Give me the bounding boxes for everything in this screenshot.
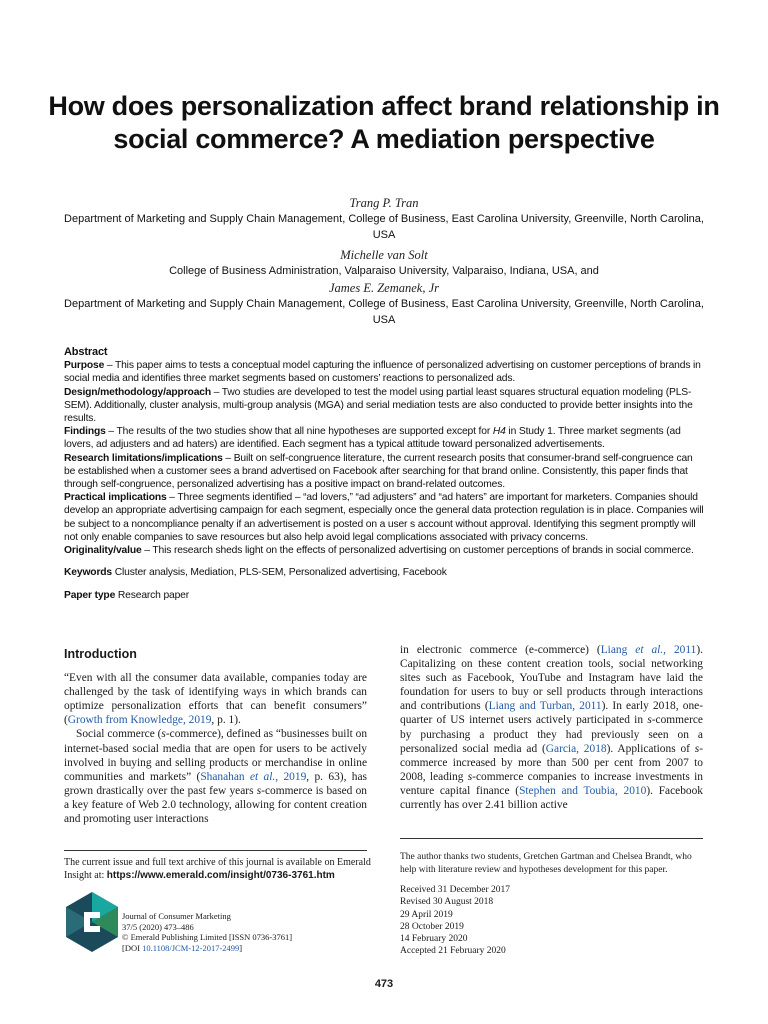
section-heading-introduction: Introduction xyxy=(64,647,137,661)
paragraph: Social commerce (s-commerce), defined as “businesses built on internet-based social media that are open for users to be actively involved in buying and selling products or merchandise in online communities and markets” (Shanahan et al., 2019, p. 63), has grown drastically over the past few years s-commerce is based on a key feature of Web 2.0 technology, allowing for content creation and promoting user interactions xyxy=(64,728,368,826)
footnote-divider xyxy=(400,838,703,839)
citation-link[interactable]: Growth from Knowledge, 2019 xyxy=(67,714,212,727)
author-name: Trang P. Tran xyxy=(349,196,419,210)
footnote-divider xyxy=(64,850,367,851)
abstract-limitations: Research limitations/implications – Built on self-congruence literature, the current research posits that consumer-brand self-congruence can be established when a customer sees a brand advertised on Facebook after searching for that brand online. Consistently, this paper finds that through self-congruence, personalized advertising has a positive impact on brand-related outcomes. xyxy=(64,452,693,491)
doi-link[interactable]: 10.1108/JCM-12-2017-2499 xyxy=(142,942,240,953)
abstract xyxy=(64,346,704,603)
author-affiliation: Department of Marketing and Supply Chain Management, College of Business, East Carolina University, Greenville, North Carolina, USA xyxy=(64,298,704,326)
abstract-findings: Findings – The results of the two studies show that all nine hypotheses are supported except for H4 in Study 1. Three market segments (ad lovers, ad adjusters and ad haters) are identified. Each segment has a typical attitude toward personalized advertisements. xyxy=(64,426,681,451)
abstract-design: Design/methodology/approach – Two studies are developed to test the model using partial least squares structural equation modeling (PLS-SEM). Additionally, cluster analysis, multi-group analysis (MGA) and serial mediation tests are also conducted to provide better insights into the results. xyxy=(64,386,693,425)
abstract-heading: Abstract xyxy=(64,346,108,358)
paper-type: Paper type Research paper xyxy=(64,590,190,602)
date-line: Revised 30 August 2018 xyxy=(400,897,494,908)
journal-doi: [DOI 10.1108/JCM-12-2017-2499] xyxy=(122,942,243,953)
date-line: 28 October 2019 xyxy=(400,921,464,932)
acknowledgement: The author thanks two students, Gretchen Gartman and Chelsea Brandt, who help with literature review and hypotheses development for this paper. xyxy=(400,852,692,875)
date-line: 29 April 2019 xyxy=(400,909,453,920)
page-number: 473 xyxy=(374,978,394,990)
citation-link[interactable]: Liang et al., 2011 xyxy=(600,644,697,656)
archive-note: The current issue and full text archive of this journal is available on Emerald Insight at: https://www.emerald.com/insight/0736-3761.htm xyxy=(64,857,371,881)
abstract-practical: Practical implications – Three segments identified – “ad lovers,” “ad adjusters” and “ad haters” are important for marketers. Companies should develop an appropriate advertising campaign for each segment, especially once the general data protection regulation is in place. Companies will be subject to a noncompliance penalty if an advertisement is posted on a user s account without approval. Identifying this segment promptly will not only enable companies to save resources but also help avoid legal complications associated with privacy concerns. xyxy=(64,492,704,543)
journal-name: Journal of Consumer Marketing xyxy=(122,911,231,921)
paragraph: “Even with all the consumer data available, companies today are challenged by the task of identifying ways in which brands can optimize personalization efforts that can benefit consumers” (Growth from Knowledge, 2019, p. 1). xyxy=(64,672,367,727)
journal-publisher: © Emerald Publishing Limited [ISSN 0736-3761] xyxy=(122,932,293,942)
journal-volume: 37/5 (2020) 473–486 xyxy=(122,921,194,932)
author-name: Michelle van Solt xyxy=(340,248,428,262)
date-line: Accepted 21 February 2020 xyxy=(400,946,506,957)
archive-url-link[interactable]: https://www.emerald.com/insight/0736-3761.htm xyxy=(106,870,335,881)
author-affiliation: Department of Marketing and Supply Chain Management, College of Business, East Carolina University, Greenville, North Carolina, USA xyxy=(64,213,704,241)
author-block xyxy=(60,195,708,328)
keywords: Keywords Cluster analysis, Mediation, PLS-SEM, Personalized advertising, Facebook xyxy=(64,567,447,579)
author-affiliation: College of Business Administration, Valparaiso University, Valparaiso, Indiana, USA, and xyxy=(169,265,599,277)
date-line: Received 31 December 2017 xyxy=(400,885,510,895)
citation-link[interactable]: Liang and Turban, 2011 xyxy=(488,700,602,713)
right-column xyxy=(400,643,703,812)
submission-dates xyxy=(400,884,600,958)
journal-info xyxy=(122,911,322,953)
emerald-logo-icon xyxy=(64,890,120,954)
abstract-originality: Originality/value – This research sheds light on the effects of personalized advertising on customer perceptions of brands in social commerce. xyxy=(64,545,694,557)
date-line: 14 February 2020 xyxy=(400,934,468,945)
paper-title: How does personalization affect brand relationship in social commerce? A mediation perspective xyxy=(48,91,720,154)
paragraph: in electronic commerce (e-commerce) (Liang et al., 2011). Capitalizing on these content creation tools, social networking sites such as Facebook, YouTube and Instagram have laid the foundation for users to buy or sell products through interactions and contributions (Liang and Turban, 2011). In early 2018, one-quarter of US internet users actively participated in s-commerce by purchasing a product they had previously seen on a personalized social media ad (Garcia, 2018). Applications of s-commerce increased by more than 500 per cent from 2007 to 2008, leading s-commerce companies to increase investments in venture capital finance (Stephen and Toubia, 2010). Facebook currently has over 2.41 billion active xyxy=(400,644,703,812)
citation-link[interactable]: Shanahan et al., 2019 xyxy=(200,770,307,783)
author-name: James E. Zemanek, Jr xyxy=(328,281,440,295)
abstract-purpose: Purpose – This paper aims to tests a conceptual model capturing the influence of personalized advertising on customer perceptions of brands in social media and identifies three market segments based on customers’ reactions to personalized ads. xyxy=(64,360,701,385)
citation-link[interactable]: Garcia, 2018 xyxy=(545,742,607,755)
left-column xyxy=(64,643,367,826)
citation-link[interactable]: Stephen and Toubia, 2010 xyxy=(519,784,647,797)
